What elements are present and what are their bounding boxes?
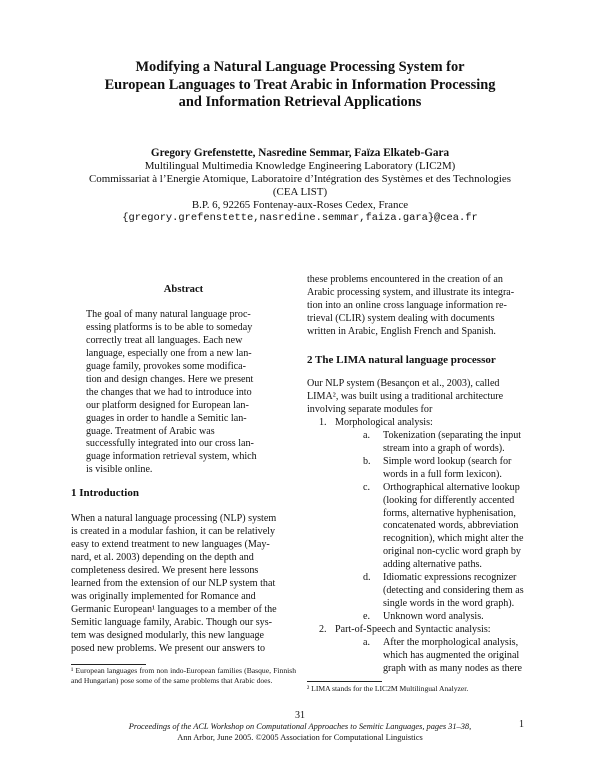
sub-list-line: (detecting and considering them as [383,585,524,597]
sub-list-line: stream into a graph of words). [383,442,505,454]
sub-list-line: Orthographical alternative lookup [383,481,520,493]
abstract-line: tion and design changes. Here we present [86,373,254,385]
list-number: 1. [319,416,327,428]
sub-list-item [307,572,532,611]
sub-list-letter: d. [363,572,371,584]
abstract-line: is visible online. [86,464,153,476]
lima-line: Our NLP system (Besançon et al., 2003), called [307,378,500,389]
page-footer [0,711,600,743]
list-number: 2. [319,624,327,636]
affiliation-line: (CEA LIST) [272,185,328,198]
lima-intro [307,378,532,417]
introduction-body [71,513,296,655]
footnote-rule [71,664,146,665]
sub-list-line: Idiomatic expressions recognizer [383,572,517,584]
intro-cont-line: Arabic processing system, and illustrate its integra- [307,286,515,298]
sub-list-line: (looking for differently accented [383,494,515,506]
abstract-line: The goal of many natural language proc- [86,308,251,320]
affiliation-line: Commissariat à l’Energie Atomique, Laboratoire d’Intégration des Systèmes et des Technologies [89,172,511,185]
sub-list-line: which has augmented the original [383,650,520,662]
abstract-line: the changes that we had to introduce into [86,386,252,398]
sub-list-letter: a. [363,637,371,649]
abstract-line: guage family, provokes some modifica- [86,360,246,372]
sub-list-line: Unknown word analysis. [383,611,484,623]
abstract-body [71,309,296,477]
abstract-line: our platform designed for European lan- [86,399,249,411]
intro-line: Semitic language family, Arabic. Though our sys- [71,616,272,628]
intro-line: tem was designed modularly, this new language [71,629,265,641]
sub-list-item [307,611,532,624]
sub-list-line: concatenated words, abbreviation [383,520,519,532]
sub-list-letter: e. [363,611,371,623]
intro-cont-line: tion into an online cross language information re- [307,299,507,311]
sub-list-letter: a. [363,429,371,441]
introduction-heading: 1 Introduction [71,487,139,499]
lima-section-body [307,378,532,676]
list-item [307,624,532,637]
lima-section-heading: 2 The LIMA natural language processor [307,354,496,366]
sub-list-line: original non-cyclic word graph by [383,546,521,558]
intro-line: nard, et al. 2003) depending on the depth and [71,551,254,563]
sub-list-line: Tokenization (separating the input [383,429,522,441]
intro-line: completeness desired. We present here lessons [71,564,259,576]
intro-cont-line: trieval (CLIR) system dealing with documents [307,312,495,324]
author-email: {gregory.grefenstette,nasredine.semmar,faiza.gara}@cea.fr [122,211,478,224]
sub-list-line: words in a full form lexicon). [383,468,502,480]
intro-cont-line: these problems encountered in the creation of an [307,274,503,285]
paper-title [60,59,540,112]
abstract-line: guage information retrieval system, which [86,451,257,463]
sub-list-line: recognition), which might alter the [383,533,524,545]
affiliation-line: Multilingual Multimedia Knowledge Engineering Laboratory (LIC2M) [144,159,456,172]
author-names: Gregory Grefenstette, Nasredine Semmar, Faïza Elkateb-Gara [150,147,450,159]
address-line: B.P. 6, 92265 Fontenay-aux-Roses Cedex, France [191,198,409,211]
footnote-rule [307,681,382,682]
intro-line: Germanic European¹ languages to a member of the [71,603,277,615]
author-block [0,147,600,224]
sub-list-line: Simple word lookup (search for [383,455,512,467]
intro-line: When a natural language processing (NLP) system [71,513,277,524]
sub-list-item [307,456,532,482]
title-line: European Languages to Treat Arabic in Information Processing [104,76,496,93]
intro-line: is created in a modular fashion, it can be relatively [71,525,276,537]
sub-list-item [307,482,532,573]
sub-list-item [307,430,532,456]
sub-list-letter: c. [363,481,371,493]
sub-list-letter: b. [363,455,371,467]
lima-line: involving separate modules for [307,403,433,415]
abstract-line: guage. Treatment of Arabic was [86,425,215,437]
proceedings-line: Proceedings of the ACL Workshop on Computational Approaches to Semitic Languages, pages 31–38, [128,722,472,732]
list-label: Morphological analysis: [335,416,433,428]
lima-line: LIMA², was built using a traditional architecture [307,390,504,402]
location-line: Ann Arbor, June 2005. ©2005 Association for Computational Linguistics [177,732,423,742]
abstract-heading: Abstract [163,284,204,295]
right-page-number: 1 [519,719,524,730]
abstract-line: successfully integrated into our cross lan- [86,438,254,450]
sub-list-line: graph with as many nodes as there [383,662,523,674]
intro-cont-line: written in Arabic, English French and Spanish. [307,325,496,337]
title-line: Modifying a Natural Language Processing System for [135,59,465,75]
footnote-2: ² LIMA stands for the LIC2M Multilingual Analyzer. [307,684,469,693]
abstract-line: correctly treat all languages. Each new [86,334,243,346]
title-line: and Information Retrieval Applications [178,94,422,111]
sub-list-line: After the morphological analysis, [383,637,519,649]
sub-list-line: adding alternative paths. [383,559,482,571]
page-number: 31 [295,710,305,721]
intro-line: learned from the extension of our NLP system that [71,577,276,589]
abstract-line: essing platforms is to be able to someday [86,321,253,333]
left-column [71,274,296,477]
sub-list-line: single words in the word graph). [383,598,515,610]
footnote-1: ¹ European languages from non indo-European families (Basque, Finnish and Hungarian) pose some of the same problems that Arabic does. [71,666,296,686]
right-intro-continuation [307,274,532,339]
list-label: Part-of-Speech and Syntactic analysis: [335,624,491,636]
abstract-line: guages in order to handle a Semitic lan- [86,412,247,424]
intro-line: easy to extend treatment to new languages (May- [71,538,270,550]
sub-list-line: forms, alternative hyphenisation, [383,507,516,519]
intro-line: posed new problems. We present our answers to [71,642,266,654]
sub-list-item [307,637,532,676]
list-item [307,417,532,430]
intro-line: was originally implemented for Romance and [71,590,256,602]
abstract-line: language, especially one from a new lan- [86,347,252,359]
module-list [307,417,532,676]
